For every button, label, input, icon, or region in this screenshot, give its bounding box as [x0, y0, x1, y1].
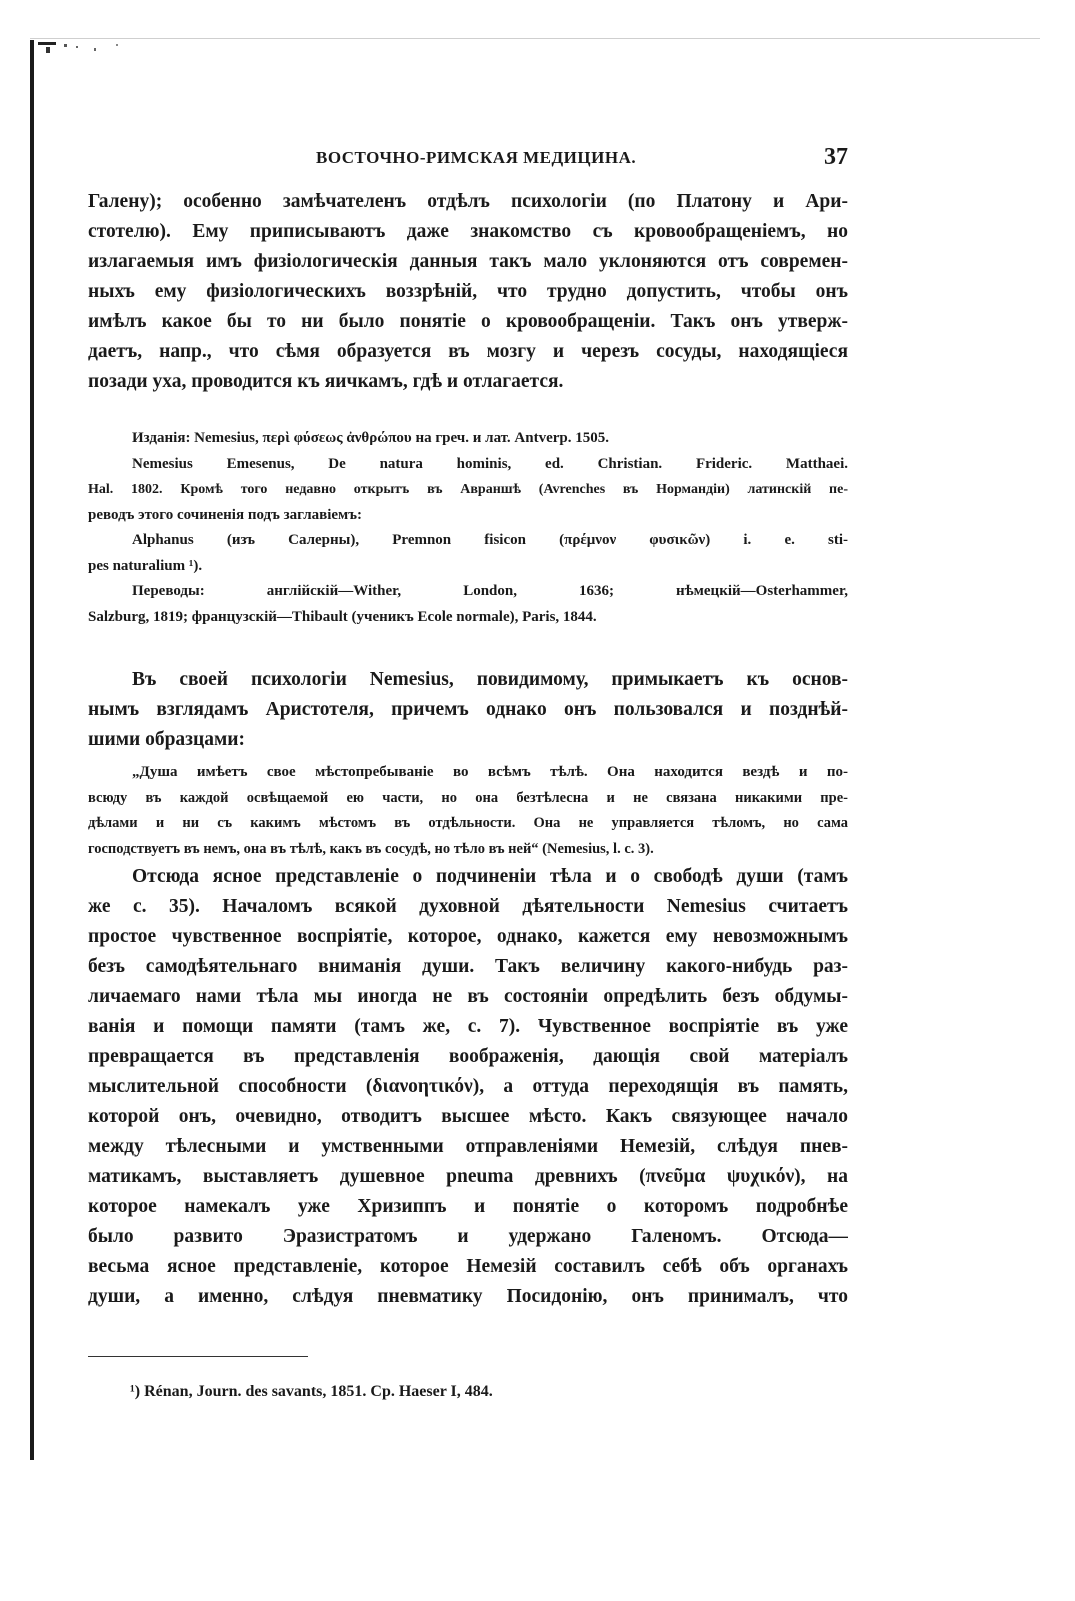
- quote-line: „Душа имѣетъ свое мѣстопребываніе во всѣмъ тѣлѣ. Она находится вездѣ и по-: [132, 764, 848, 780]
- text-line: ванія и помощи памяти (тамъ же, с. 7). Чувственное воспріятіе въ уже: [88, 1016, 848, 1037]
- text-line: матикамъ, выставляетъ душевное pneuma древнихъ (πνεῦμα ψυχικόν), на: [88, 1166, 848, 1187]
- text-line: же с. 35). Началомъ всякой духовной дѣятельности Nemesius считаетъ: [88, 896, 848, 917]
- text-line: имѣлъ какое бы то ни было понятіе о кровообращеніи. Такъ онъ утверж-: [88, 311, 848, 332]
- text-line: было развито Эразистратомъ и удержано Галеномъ. Отсюда—: [88, 1226, 848, 1247]
- text-line: превращается въ представленія воображенія, дающія свой матеріалъ: [88, 1046, 848, 1067]
- text-line: простое чувственное воспріятіе, которое, однако, кажется ему невозможнымъ: [88, 926, 848, 947]
- footnote: ¹) Rénan, Journ. des savants, 1851. Cp. Haeser I, 484.: [130, 1383, 493, 1400]
- text-line: которой онъ, очевидно, отводитъ высшее мѣсто. Какъ связующее начало: [88, 1106, 848, 1127]
- text-line: мыслительной способности (διανοητικόν), а оттуда переходящія въ память,: [88, 1076, 848, 1097]
- editions-line: Alphanus (изъ Салерны), Premnon fisicon (πρέμνον φυσικῶν) i. e. sti-: [132, 532, 848, 548]
- text-line: безъ самодѣятельнаго вниманія души. Такъ величину какого-нибудь раз-: [88, 956, 848, 977]
- text-line: Въ своей психологіи Nemesius, повидимому, примыкаетъ къ основ-: [132, 669, 848, 690]
- scan-noise-marks: [36, 38, 156, 78]
- text-line: Отсюда ясное представленіе о подчиненіи тѣла и о свободѣ души (тамъ: [132, 866, 848, 887]
- text-line: даетъ, напр., что сѣмя образуется въ мозгу и черезъ сосуды, находящіеся: [88, 341, 848, 362]
- editions-line: Hal. 1802. Кромѣ того недавно открытъ въ Авраншѣ (Avrenches въ Нормандіи) латинскій пе-: [88, 482, 848, 497]
- scan-page-edge: [30, 40, 34, 1460]
- text-line: нымъ взглядамъ Аристотеля, причемъ однако онъ пользовался и позднѣй-: [88, 699, 848, 720]
- translations-line: Переводы: англійскій—Wither, London, 1636; нѣмецкій—Osterhammer,: [132, 583, 848, 599]
- editions-line: Nemesius Emesenus, De natura hominis, ed. Christian. Frideric. Matthaei.: [132, 455, 848, 472]
- quote-line: господствуетъ въ немъ, она въ тѣлѣ, какъ въ сосудѣ, но тѣло въ ней“ (Nemesius, l. c. 3).: [88, 840, 654, 857]
- translations-line: Salzburg, 1819; французскій—Thibault (ученикъ Ecole normale), Paris, 1844.: [88, 608, 597, 625]
- text-line: весьма ясное представленіе, которое Немезій составилъ себѣ объ органахъ: [88, 1256, 848, 1277]
- footnote-rule: [88, 1356, 308, 1357]
- quote-line: всюду въ каждой освѣщаемой ею части, но она безтѣлесна и не связана никакими пре-: [88, 789, 848, 806]
- text-line: ныхъ ему физіологическихъ воззрѣній, что трудно допустить, чтобы онъ: [88, 281, 848, 302]
- editions-block: [88, 426, 848, 630]
- text-line: личаемаго нами тѣла мы иногда не въ состояніи опредѣлить безъ обдумы-: [88, 986, 848, 1007]
- running-head: [88, 144, 848, 174]
- scan-top-rule: [30, 38, 1040, 39]
- paragraph-soul: [88, 862, 848, 1312]
- editions-line: pes naturalium ¹).: [88, 557, 203, 574]
- editions-line: реводъ этого сочиненія подъ заглавіемъ:: [88, 506, 363, 523]
- editions-line: Изданія: Nemesius, περὶ φύσεως ἀνθρώπου на греч. и лат. Antverp. 1505.: [132, 430, 609, 446]
- text-line: которое намекалъ уже Хризиппъ и понятіе о которомъ подробнѣе: [88, 1196, 848, 1217]
- quotation-block: [88, 760, 848, 862]
- text-line: души, а именно, слѣдуя пневматику Посидонію, онъ принималъ, что: [88, 1286, 848, 1307]
- running-title: ВОСТОЧНО-РИМСКАЯ МЕДИЦИНА.: [316, 148, 637, 167]
- quote-line: дѣлами и ни съ какимъ мѣстомъ въ отдѣльности. Она не управляется тѣломъ, но сама: [88, 815, 848, 831]
- text-line: излагаемыя имъ физіологическія данныя такъ мало уклоняются отъ современ-: [88, 251, 848, 272]
- paragraph-psychology: [88, 665, 848, 755]
- text-line: Галену); особенно замѣчателенъ отдѣлъ психологіи (по Платону и Ари-: [88, 191, 848, 212]
- paragraph-galen: [88, 187, 848, 397]
- text-line: стотелю). Ему приписываютъ даже знакомство съ кровообращеніемъ, но: [88, 221, 848, 242]
- text-line: между тѣлесными и умственными отправленіями Немезій, слѣдуя пнев-: [88, 1136, 848, 1157]
- text-line: позади уха, проводится къ яичкамъ, гдѣ и отлагается.: [88, 371, 564, 392]
- text-line: шими образцами:: [88, 729, 246, 750]
- page-number: 37: [824, 144, 848, 170]
